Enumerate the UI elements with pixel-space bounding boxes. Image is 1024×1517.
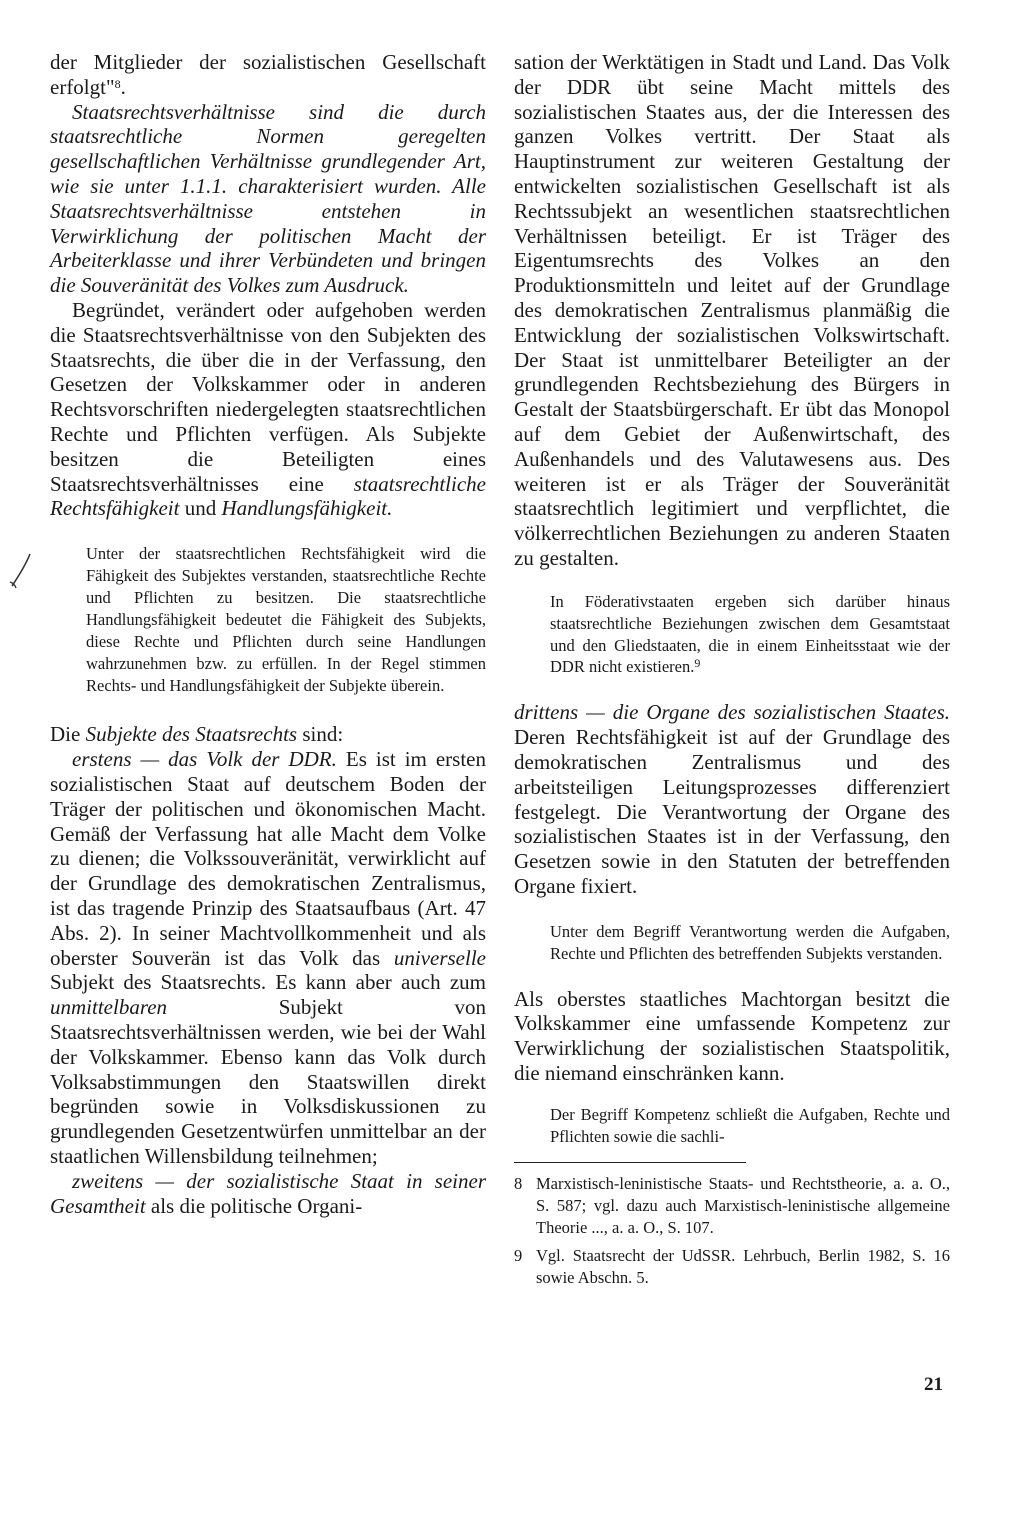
note-text: Der Begriff Kompetenz schließt die Aufgaben, Rechte und Pflichten sowie die sachli- — [550, 1104, 950, 1146]
right-column — [514, 50, 950, 1295]
footnote-number: 8 — [514, 1173, 523, 1193]
subjects-intro: Die Subjekte des Staatsrechts sind: — [50, 722, 344, 747]
note-block — [86, 543, 486, 696]
note-block — [550, 921, 950, 965]
footnote-text: Vgl. Staatsrecht der UdSSR. Lehrbuch, Berlin 1982, S. 16 sowie Abschn. 5. — [536, 1245, 950, 1287]
state-paragraph: sation der Werktätigen in Stadt und Land. Das Volk der DDR übt seine Macht mittels des sozialistischen Staates aus, der die Interessen des ganzen Volkes vertritt. Der Staat als Hauptinstrument zur weiteren Gestaltung der entwickelten sozialistischen Gesellschaft ist als Rechtssubjekt an wesentlichen staatsrechtlichen Verhältnissen beteiligt. Er ist Träger des Eigentumsrechts des Volkes an den Produktionsmitteln und leitet auf der Grundlage des demokratischen Zentralismus planmäßig die Entwicklung der sozialistischen Volkswirtschaft. Der Staat ist unmittelbarer Beteiligter an der grundlegenden Rechtsbeziehung des Bürgers in Gestalt der Staatsbürgerschaft. Er übt das Monopol auf dem Gebiet der Außenwirtschaft, des Außenhandels und des Valutawesens aus. Des weiteren ist er als Träger der Souveränität staatsrechtlich legitimiert und verpflichtet, die völkerrechtlichen Beziehungen zu anderen Staaten zu gestalten. — [514, 50, 950, 570]
page-number: 21 — [924, 1374, 943, 1395]
footnote-text: Marxistisch-leninistische Staats- und Rechtstheorie, a. a. O., S. 587; vgl. dazu auch Marxistisch-leninistische allgemeine Theorie ..., a. a. O., S. 107. — [536, 1173, 950, 1237]
third-subject-paragraph: drittens — die Organe des sozialistischen Staates. Deren Rechtsfähigkeit ist auf der Grundlage des demokratischen Zentralismus und des arbeitsteiligen Leitungsprozesses differenziert festgelegt. Die Verantwortung der Organe des sozialistischen Staates ist in der Verfassung, den Gesetzen sowie in den Statuten der betreffenden Organe fixiert. — [514, 700, 950, 898]
footnote-divider — [514, 1162, 746, 1163]
definition-paragraph: Staatsrechtsverhältnisse sind die durch staatsrechtliche Normen geregelten gesellschaftlichen Verhältnisse grundlegender Art, wie sie unter 1.1.1. charakterisiert wurden. Alle Staatsrechtsverhältnisse entstehen in Verwirklichung der politischen Macht der Arbeiterklasse und ihrer Verbündeten und bringen die Souveränität des Volkes zum Ausdruck. — [50, 99, 486, 298]
note-block — [550, 591, 950, 679]
note-text: In Föderativstaaten ergeben sich darüber hinaus staatsrechtliche Beziehungen zwischen dem Gesamtstaat und den Gliedstaaten, die in einem Einheitsstaat wie der DDR nicht existieren.$^9$ — [550, 591, 950, 677]
second-subject-paragraph: zweitens — der sozialistische Staat in seiner Gesamtheit als die politische Organi- — [50, 1168, 486, 1218]
note-text: Unter dem Begriff Verantwortung werden die Aufgaben, Rechte und Pflichten des betreffenden Subjekts verstanden. — [550, 921, 950, 963]
pencil-mark-icon — [4, 552, 34, 592]
first-subject-paragraph: erstens — das Volk der DDR. Es ist im ersten sozialistischen Staat auf deutschem Boden der Träger der politischen und ökonomischen Macht. Gemäß der Verfassung hat alle Macht dem Volke zu dienen; die Volkssouveränität, verwirklicht auf der Grundlage des demokratischen Zentralismus, ist das tragende Prinzip des Staatsaufbaus (Art. 47 Abs. 2). In seiner Machtvollkommenheit und als oberster Souverän ist das Volk das universelle Subjekt des Staatsrechts. Es kann aber auch zum unmittelbaren Subjekt von Staatsrechtsverhältnissen werden, wie bei der Wahl der Volkskammer. Ebenso kann das Volk durch Volksabstimmungen den Staatswillen direkt begründen sowie in Volksdiskussionen zu grundlegenden Gesetzentwürfen unmittelbar an der staatlichen Willensbildung teilnehmen; — [50, 747, 486, 1169]
footnote-number: 9 — [514, 1245, 523, 1265]
subjects-paragraph: Begründet, verändert oder aufgehoben werden die Staatsrechtsverhältnisse von den Subjekten des Staatsrechts, die über die in der Verfassung, den Gesetzen der Volkskammer oder in anderen Rechtsvorschriften niedergelegten staatsrechtlichen Rechte und Pflichten verfügen. Als Subjekte besitzen die Beteiligten eines Staatsrechtsverhältnisses eine staatsrechtliche Rechtsfähigkeit und Handlungsfähigkeit. — [50, 297, 486, 521]
footnote-8 — [514, 1173, 950, 1239]
note-text: Unter der staatsrechtlichen Rechtsfähigkeit wird die Fähigkeit des Subjektes verstanden, staatsrechtliche Rechte und Pflichten zu besitzen. Die staatsrechtliche Handlungsfähigkeit bedeutet die Fähigkeit des Subjekts, diese Rechte und Pflichten durch seine Handlungen wahrzunehmen bzw. zu erfüllen. In der Regel stimmen Rechts- und Handlungsfähigkeit der Subjekte überein. — [86, 544, 486, 695]
paragraph-continuation: der Mitglieder der sozialistischen Gesellschaft erfolgt"$^8$. — [50, 50, 486, 99]
footnote-9 — [514, 1245, 950, 1289]
left-column — [50, 50, 486, 1218]
note-block — [550, 1104, 950, 1148]
volkskammer-paragraph: Als oberstes staatliches Machtorgan besitzt die Volkskammer eine umfassende Kompetenz zur Verwirklichung der sozialistischen Staatspolitik, die niemand einschränken kann. — [514, 986, 950, 1085]
